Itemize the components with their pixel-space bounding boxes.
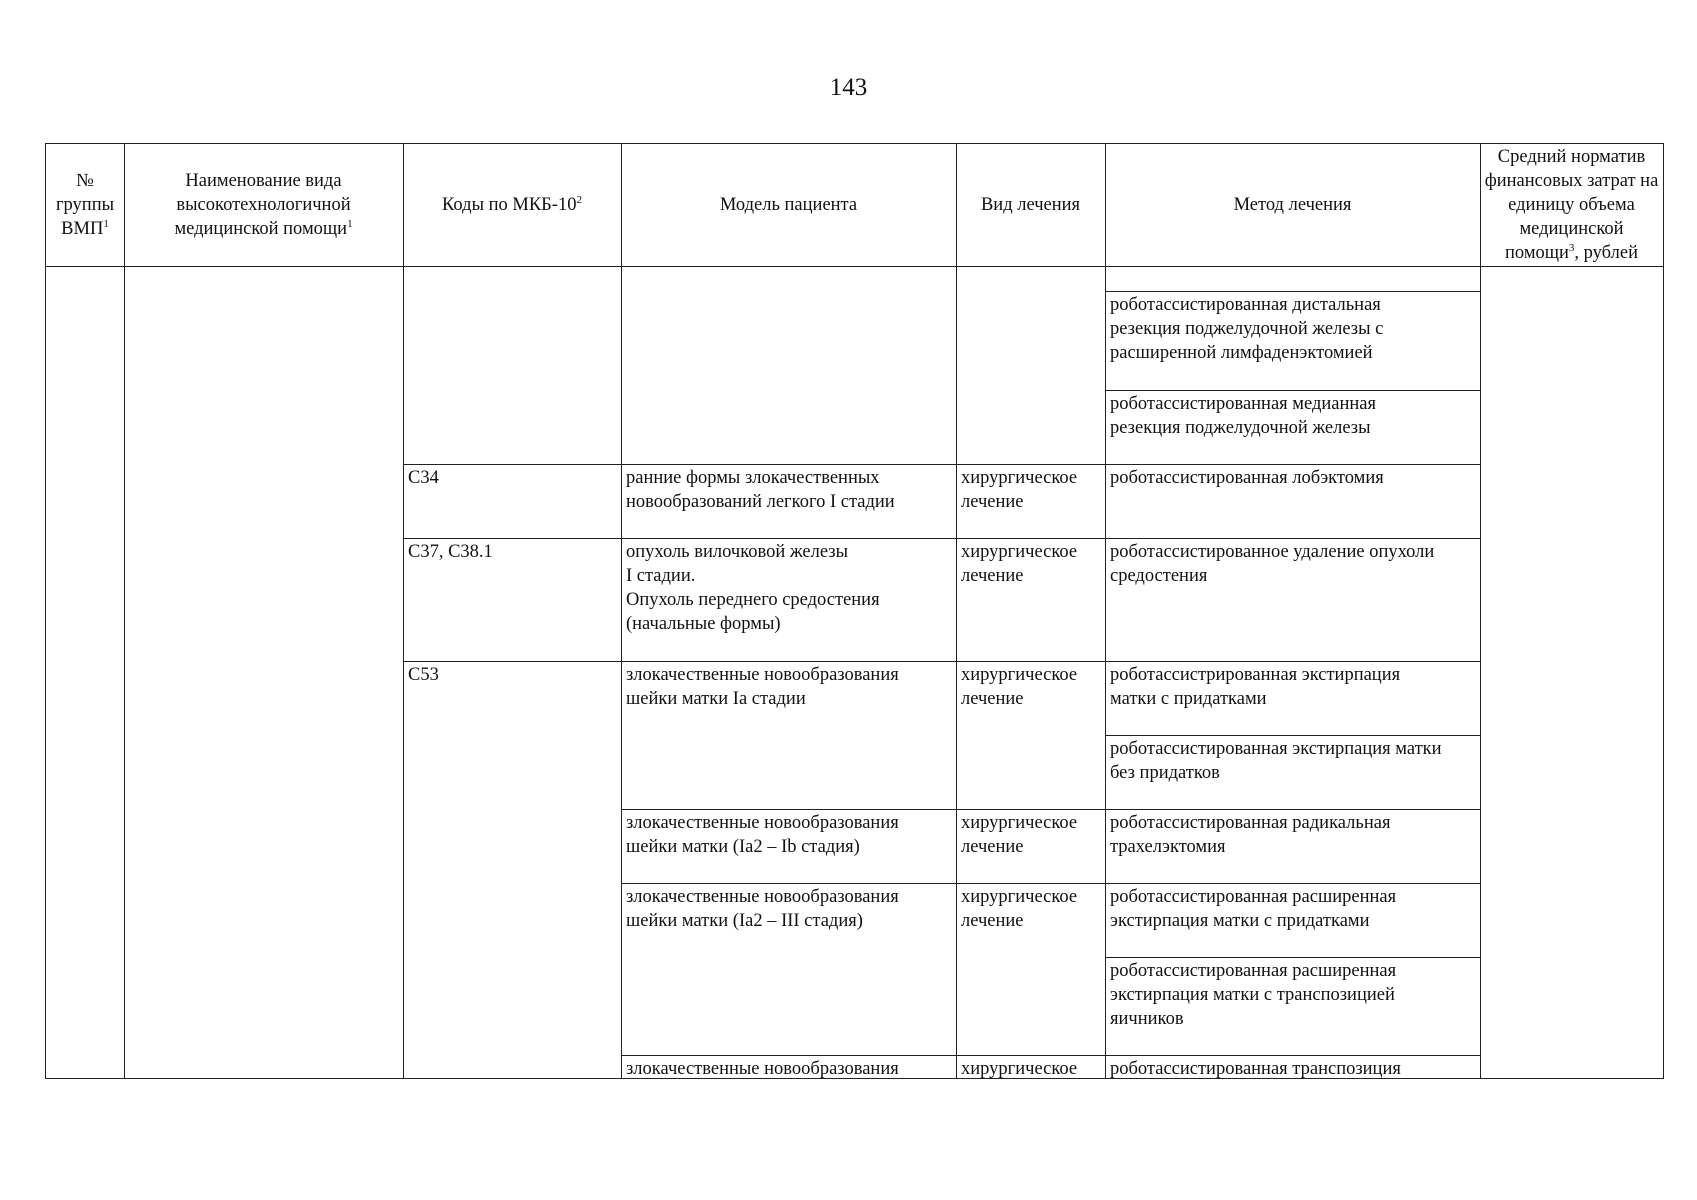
col-divider: [1480, 144, 1481, 1078]
method-cell: роботассистированная расширенная экстирпация матки с придатками: [1110, 887, 1397, 931]
header-cost-standard: [1480, 144, 1663, 266]
patient-model-cell: злокачественные новообразования: [626, 1059, 899, 1079]
row-divider: [621, 809, 1480, 810]
header-label: Наименование вида высокотехнологичной медицинской помощи: [174, 171, 351, 239]
treatment-type-cell: хирургическое лечение: [961, 468, 1078, 512]
col-divider: [956, 144, 957, 1078]
row-divider: [621, 1055, 1480, 1056]
header-label: Средний норматив финансовых затрат на единицу объема медицинской помощи: [1484, 147, 1659, 263]
icd-code-cell: C37, C38.1: [408, 542, 493, 562]
header-label: Коды по МКБ-10: [442, 195, 577, 215]
patient-model-cell: злокачественные новообразования шейки матки (Ia2 – Ib стадия): [626, 813, 899, 857]
method-cell: роботассистированное удаление опухоли средостения: [1110, 542, 1435, 586]
treatment-table: [45, 143, 1664, 1079]
header-patient-model: [621, 144, 956, 266]
row-divider: [403, 661, 1480, 662]
treatment-type-cell: хирургическое: [961, 1059, 1078, 1079]
method-cell: роботассистированная расширенная экстирпация матки с транспозицией яичников: [1110, 961, 1397, 1029]
footnote-mark: 3: [1568, 242, 1575, 254]
header-divider: [46, 266, 1663, 267]
header-icd-codes: [403, 144, 621, 266]
col-divider: [1105, 144, 1106, 1078]
patient-model-cell: ранние формы злокачественных новообразований легкого I стадии: [626, 468, 895, 512]
header-group-number: [46, 144, 124, 266]
header-label: Метод лечения: [1233, 195, 1352, 215]
treatment-type-cell: хирургическое лечение: [961, 813, 1078, 857]
icd-code-cell: C34: [408, 468, 439, 488]
method-cell: роботассистированная медианная резекция поджелудочной железы: [1110, 394, 1377, 438]
method-cell: роботассистированная дистальная резекция поджелудочной железы с расширенной лимфаденэктомией: [1110, 295, 1384, 363]
method-cell: роботассистрированная экстирпация матки с придатками: [1110, 665, 1401, 709]
footnote-mark: 2: [576, 194, 582, 206]
row-divider: [1105, 291, 1480, 292]
row-divider: [621, 883, 1480, 884]
method-cell: роботассистированная радикальная трахелэктомия: [1110, 813, 1391, 857]
method-cell: роботассистированная транспозиция: [1110, 1059, 1401, 1079]
patient-model-cell: злокачественные новообразования шейки матки Ia стадии: [626, 665, 899, 709]
header-label: , рублей: [1574, 243, 1638, 263]
header-label: Вид лечения: [980, 195, 1081, 215]
method-cell: роботассистированная лобэктомия: [1110, 468, 1384, 488]
row-divider: [1105, 390, 1480, 391]
patient-model-cell: опухоль вилочковой железы I стадии. Опухоль переднего средостения (начальные формы): [626, 542, 880, 634]
row-divider: [1105, 735, 1480, 736]
footnote-mark: 1: [347, 218, 353, 230]
header-label: Модель пациента: [719, 195, 858, 215]
col-divider: [124, 144, 125, 1078]
header-care-type: [124, 144, 403, 266]
treatment-type-cell: хирургическое лечение: [961, 542, 1078, 586]
treatment-type-cell: хирургическое лечение: [961, 887, 1078, 931]
icd-code-cell: C53: [408, 665, 439, 685]
page-number: 143: [829, 74, 868, 101]
row-divider: [403, 538, 1480, 539]
treatment-type-cell: хирургическое лечение: [961, 665, 1078, 709]
row-divider: [403, 464, 1480, 465]
col-divider: [403, 144, 404, 1078]
header-treatment-method: [1105, 144, 1480, 266]
header-treatment-type: [956, 144, 1105, 266]
header-label: № группы ВМП: [55, 171, 115, 239]
method-cell: роботассистированная экстирпация матки без придатков: [1110, 739, 1442, 783]
row-divider: [1105, 957, 1480, 958]
patient-model-cell: злокачественные новообразования шейки матки (Ia2 – III стадия): [626, 887, 899, 931]
footnote-mark: 1: [103, 218, 109, 230]
